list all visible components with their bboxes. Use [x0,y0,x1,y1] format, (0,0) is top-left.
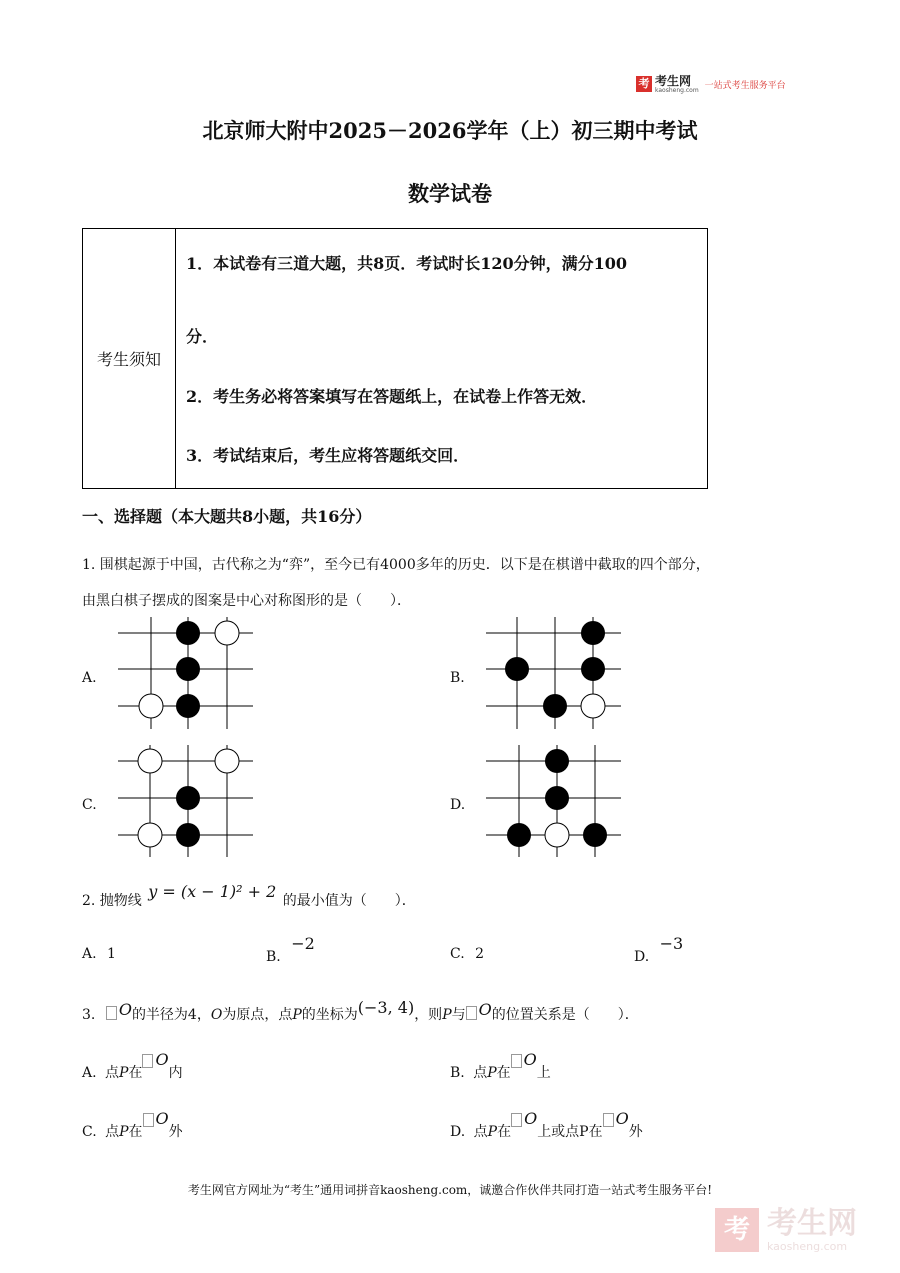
black-stone [176,621,200,645]
q2-option-c [450,946,484,962]
section-title: 一、选择题（本大题共8小题，共16分） [82,507,372,526]
brand-name: 考生网 [655,73,692,88]
option-var: P [487,1124,498,1140]
brand-mark-icon: 考 [636,76,652,92]
black-stone [545,786,569,810]
brand-url: kaosheng.com [655,86,699,94]
q3-option-d [450,1109,643,1141]
option-text: 外 [628,1124,643,1140]
q3-text: 的位置关系是（ ）． [491,1007,639,1023]
option-value: 2 [475,946,485,962]
go-board-d [486,745,621,857]
notice-box [82,228,708,489]
option-text: 上 [536,1065,551,1081]
watermark-logo [715,1205,895,1255]
q3-text: 与 [451,1007,466,1023]
notice-line: 3．考试结束后，考生应将答题纸交回． [186,446,470,465]
watermark-mark-icon: 考 [715,1208,759,1252]
exam-title: 北京师大附中2025－2026学年（上）初三期中考试 [202,118,698,143]
q3-point-var: P [292,1007,302,1023]
option-label: B. [266,949,281,965]
q3-text: 的半径为4， [131,1007,211,1023]
option-label: C. [450,946,465,962]
black-stone [545,749,569,773]
circle-symbol-icon [511,1054,522,1068]
circle-symbol-icon [142,1054,153,1068]
option-var: P [119,1065,129,1081]
go-board-a [118,617,253,729]
option-var: P [119,1124,129,1140]
option-text: 内 [168,1065,183,1081]
black-stone [583,823,607,847]
question-1-line1: 1. 围棋起源于中国，古代称之为“弈”，至今已有4000多年的历史．以下是在棋谱中截取的四个部分， [82,557,710,573]
black-stone [581,657,605,681]
question-2 [82,882,416,910]
go-board-c [118,745,253,857]
black-stone [543,694,567,718]
notice-line: 2．考生务必将答案填写在答题纸上，在试卷上作答无效． [186,387,598,406]
white-stone [545,823,569,847]
q3-point-var: P [442,1007,452,1023]
q3-option-b [450,1050,551,1082]
page-footer: 考生网官方网址为“考生”通用词拼音kaosheng.com，诚邀合作伙伴共同打造一站式考生服务平台! [187,1183,713,1197]
q1-option-d-label: D. [450,797,466,813]
option-text: 上或点P在 [537,1124,603,1140]
circle-symbol-icon [106,1006,117,1020]
q2-option-d [634,934,684,965]
watermark-name: 考生网 [767,1205,857,1241]
option-circle-var: O [524,1109,538,1128]
go-board-b [486,617,621,729]
option-text: 在 [497,1124,512,1140]
q2-prefix: 2. 抛物线 [82,893,142,909]
circle-symbol-icon [511,1113,522,1127]
option-var: P [487,1065,497,1081]
option-text: 外 [168,1124,183,1140]
option-label: D. [634,949,650,965]
black-stone [176,694,200,718]
white-stone [581,694,605,718]
q1-option-a-label: A. [82,670,97,686]
white-stone [138,823,162,847]
option-value: 1 [107,946,116,962]
q1-option-c-label: C. [82,797,97,813]
black-stone [176,657,200,681]
q3-option-c [82,1109,183,1141]
q2-suffix: 的最小值为（ ）． [282,893,416,909]
option-text: 点 [105,1065,120,1081]
q3-text: 为原点，点 [222,1007,293,1023]
brand-logo [636,74,806,94]
q1-option-b-label: B. [450,670,465,686]
white-stone [215,621,239,645]
option-text: 在 [128,1124,143,1140]
circle-symbol-icon [143,1113,154,1127]
notice-line: 分． [186,327,219,346]
black-stone [176,786,200,810]
option-label: B. [450,1065,465,1081]
q3-option-a [82,1050,183,1082]
question-3 [82,998,639,1024]
black-stone [581,621,605,645]
black-stone [505,657,529,681]
option-text: 在 [128,1065,143,1081]
circle-symbol-icon [466,1006,477,1020]
option-text: 点 [473,1124,488,1140]
q3-number: 3. [82,1007,96,1023]
option-circle-var: O [523,1050,537,1069]
black-stone [176,823,200,847]
white-stone [215,749,239,773]
q3-circle-var: O [478,1000,492,1019]
option-circle-var: O [155,1050,169,1069]
q2-option-b [266,934,315,965]
question-1-line2: 由黑白棋子摆成的图案是中心对称图形的是（ ）． [82,593,411,609]
option-value: −2 [291,934,315,953]
option-text: 点 [105,1124,120,1140]
circle-symbol-icon [603,1113,614,1127]
option-circle-var: O [615,1109,629,1128]
option-label: A. [82,946,97,962]
option-value: −3 [659,934,684,953]
notice-label: 考生须知 [83,229,176,488]
white-stone [138,749,162,773]
q2-option-a [82,946,116,962]
q2-formula: y = (x − 1)² + 2 [148,882,277,901]
q3-coord: (−3, 4) [357,998,415,1017]
brand-slogan: 一站式考生服务平台 [704,80,786,91]
option-label: D. [450,1124,466,1140]
q3-text: 的坐标为 [301,1007,358,1023]
q3-circle-var: O [118,1000,132,1019]
white-stone [139,694,163,718]
option-circle-var: O [155,1109,169,1128]
q3-text: ，则 [414,1007,443,1023]
option-text: 点 [473,1065,488,1081]
exam-subtitle: 数学试卷 [408,181,492,206]
q3-origin-var: O [210,1007,223,1023]
option-label: C. [82,1124,97,1140]
option-text: 在 [496,1065,511,1081]
watermark-url: kaosheng.com [767,1239,848,1253]
option-label: A. [82,1065,97,1081]
black-stone [507,823,531,847]
notice-line: 1．本试卷有三道大题，共8页．考试时长120分钟，满分100 [186,254,628,273]
